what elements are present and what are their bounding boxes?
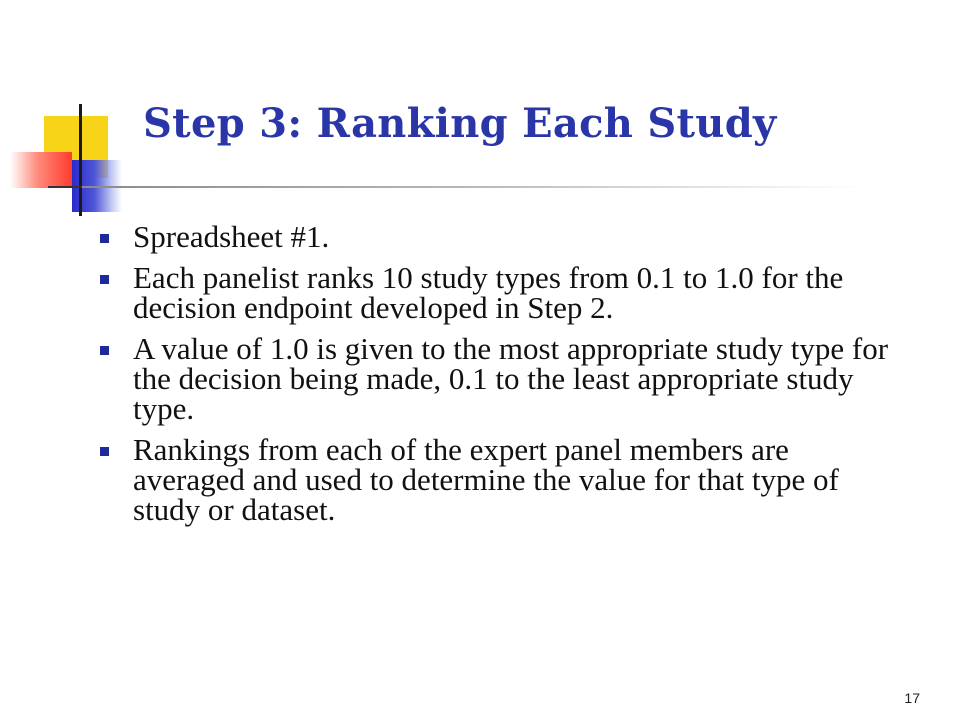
- bullet-text: Rankings from each of the expert panel members are averaged and used to determine the value for that type of study or dataset.: [133, 432, 839, 527]
- bullet-item: [100, 260, 900, 325]
- bullet-text: A value of 1.0 is given to the most appropriate study type for the decision being made, 0.1 to the least appropriate study type.: [133, 331, 889, 426]
- page-number: 17: [904, 690, 920, 706]
- bullet-text: Each panelist ranks 10 study types from 0.1 to 1.0 for the decision endpoint developed in Step 2.: [133, 260, 844, 325]
- square-bullet-icon: [100, 447, 109, 456]
- square-bullet-icon: [100, 234, 109, 243]
- slide-title: Step 3: Ranking Each Study: [143, 100, 777, 147]
- bullet-item: [100, 219, 900, 254]
- vertical-line-decoration: [79, 104, 82, 216]
- square-bullet-icon: [100, 275, 109, 284]
- bullet-item: [100, 331, 900, 426]
- bullet-text: Spreadsheet #1.: [133, 219, 330, 254]
- bullet-list: [100, 219, 900, 536]
- square-bullet-icon: [100, 346, 109, 355]
- red-gradient-decoration: [10, 152, 72, 188]
- corner-decoration: [0, 0, 140, 230]
- title-divider: [82, 186, 862, 188]
- bullet-item: [100, 432, 900, 527]
